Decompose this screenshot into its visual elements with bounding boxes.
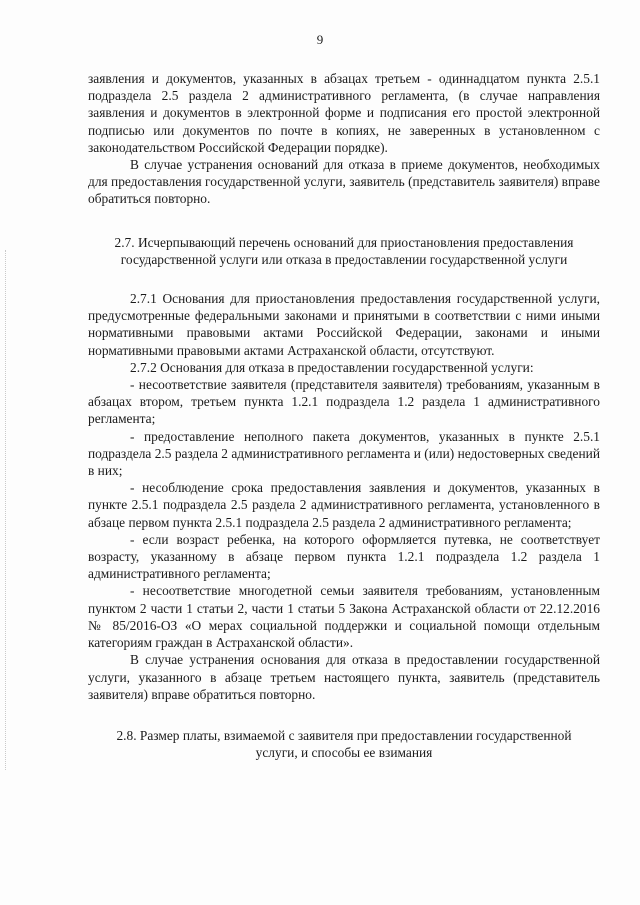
document-body [88,70,600,761]
paragraph-continuation: заявления и документов, указанных в абзацах третьем - одиннадцатом пункта 2.5.1 подраздела 2.5 раздела 2 административного регламента, (в случае направления заявления и документов в электронной форме и подписания его простой электронной подписью или документов по почте в копиях, не заверенных в установленном с законодательством Российской Федерации порядке). [88,71,600,155]
paragraph-2-7-2: 2.7.2 Основания для отказа в предоставлении государственной услуги: [130,359,534,375]
list-item: - несоответствие заявителя (представителя заявителя) требованиям, указанным в абзацах втором, третьем пункта 1.2.1 подраздела 1.2 раздела 1 административного регламента; [88,377,600,427]
paragraph-refusal-resubmission: В случае устранения основания для отказа в предоставлении государственной услуги, указанного в абзаце третьем настоящего пункта, заявитель (представитель заявителя) вправе обратиться повторно. [88,652,600,702]
list-item: - несоблюдение срока предоставления заявления и документов, указанных в пункте 2.5.1 подраздела 2.5 раздела 2 административного регламента, установленного в абзаце первом пункта 2.5.1 подраздела 2.5 раздела 2 административного регламента; [88,480,600,530]
paragraph-resubmission: В случае устранения оснований для отказа в приеме документов, необходимых для предоставления государственной услуги, заявитель (представитель заявителя) вправе обратиться повторно. [88,157,600,207]
paragraph-2-7-1: 2.7.1 Основания для приостановления предоставления государственной услуги, предусмотренные федеральными законами и принятыми в соответствии с ними иными нормативными правовыми актами Российской Федерации, законами и иными нормативными правовыми актами Астраханской области, отсутствуют. [88,291,600,358]
section-heading-2-7: 2.7. Исчерпывающий перечень оснований для приостановления предоставления государственной услуги или отказа в предоставлении государственной услуги [114,234,574,267]
section-heading-2-8: 2.8. Размер платы, взимаемой с заявителя при предоставлении государственной услуги, и способы ее взимания [116,727,572,761]
page-number: 9 [316,32,324,47]
binding-edge [5,250,6,770]
list-item: - предоставление неполного пакета документов, указанных в пункте 2.5.1 подраздела 2.5 раздела 2 административного регламента и (или) недостоверных сведений в них; [88,428,600,479]
list-item: - несоответствие многодетной семьи заявителя требованиям, установленным пунктом 2 части 1 статьи 2, части 1 статьи 5 Закона Астраханской области от 22.12.2016 № 85/2016-ОЗ «О мерах социальной поддержки и социальной помощи отдельным категориям граждан в Астраханской области». [88,583,600,651]
list-item: - если возраст ребенка, на которого оформляется путевка, не соответствует возрасту, указанному в абзаце первом пункта 1.2.1 подраздела 1.2 раздела 1 административного регламента; [88,531,600,582]
